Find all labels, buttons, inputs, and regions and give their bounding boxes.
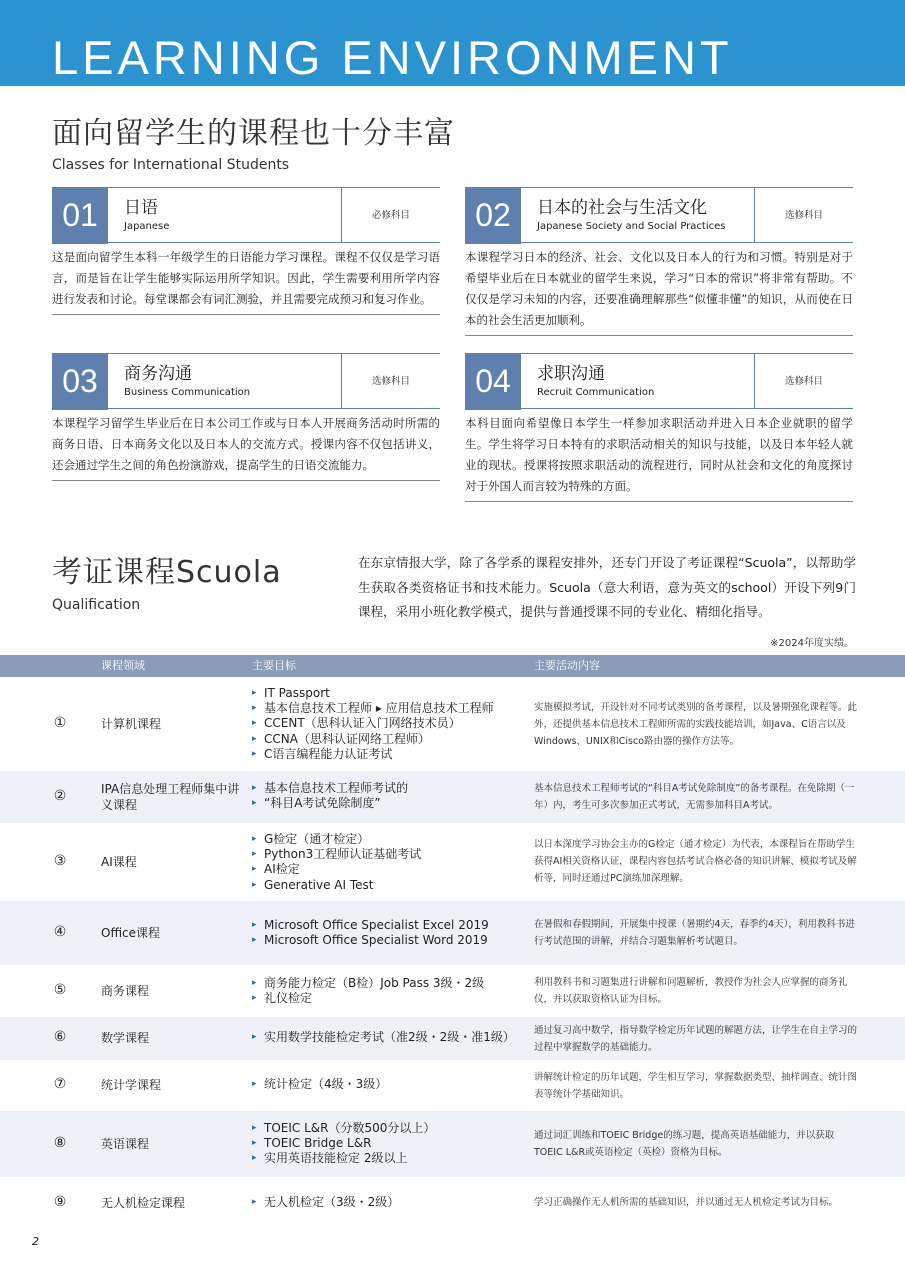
table-row	[0, 823, 905, 901]
table-row	[0, 1060, 905, 1111]
row-number: ①	[53, 715, 67, 731]
goal-item: ▸ Python3工程师认证基础考试	[252, 847, 522, 862]
table-header	[0, 655, 905, 677]
row-field: AI课程	[101, 855, 137, 869]
row-activity: 基本信息技术工程师考试的“科目A考试免除制度”的备考课程。在免除期（一年）内，考生可多次参加正式考试，无需参加科目A考试。	[534, 783, 855, 811]
goal-item: ▸ Microsoft Office Specialist Excel 2019	[252, 918, 522, 933]
row-field: 计算机课程	[101, 717, 162, 731]
header-goals: 主要目标	[252, 659, 296, 672]
goal-item: ▸ 礼仪检定	[252, 991, 522, 1006]
goal-item: ▸ C语言编程能力认证考试	[252, 747, 522, 762]
row-field: 无人机检定课程	[101, 1196, 186, 1210]
table-row	[0, 1111, 905, 1177]
course-name-en: Japanese	[124, 221, 170, 232]
row-number: ⑦	[53, 1076, 67, 1092]
table-row	[0, 677, 905, 771]
course-card-03	[52, 353, 440, 481]
section1-subtitle: Classes for International Students	[52, 157, 290, 173]
row-number: ④	[53, 924, 67, 940]
course-type-badge: 选修科目	[754, 188, 853, 243]
header-banner	[0, 0, 905, 86]
course-name: 日语	[124, 198, 158, 218]
course-name-en: Business Communication	[124, 387, 251, 398]
row-goals	[252, 1195, 522, 1210]
course-header	[52, 353, 440, 409]
footnote: ※2024年度实绩。	[770, 638, 854, 649]
row-number: ⑤	[53, 982, 67, 998]
row-field: 数学课程	[101, 1031, 150, 1045]
course-description: 本科目面向希望像日本学生一样参加求职活动并进入日本企业就职的留学生。学生将学习日本特有的求职活动相关的知识与技能，以及日本年轻人就业的现状。授课将按照求职活动的流程进行，同时从社会和文化的角度探讨对于外国人而言较为特殊的方面。	[465, 409, 853, 502]
course-header	[465, 353, 853, 409]
course-type-badge: 必修科目	[341, 188, 440, 243]
course-card-04	[465, 353, 853, 502]
goal-item: ▸ Microsoft Office Specialist Word 2019	[252, 933, 522, 948]
course-description: 本课程学习留学生毕业后在日本公司工作或与日本人开展商务活动时所需的商务日语、日本商务文化以及日本人的交流方式。授课内容不仅包括讲义，还会通过学生之间的角色扮演游戏，提高学生的日语交流能力。	[52, 409, 440, 481]
row-goals	[252, 1121, 522, 1167]
row-number: ⑨	[53, 1194, 67, 1210]
row-goals	[252, 1030, 522, 1045]
course-header	[52, 187, 440, 243]
row-number: ⑥	[53, 1029, 67, 1045]
section1-title: 面向留学生的课程也十分丰富	[52, 116, 455, 151]
row-activity: 通过词汇训练和TOEIC Bridge的练习题，提高英语基础能力，并以获取TOEIC L&R或英语检定（英检）资格为目标。	[534, 1130, 835, 1158]
goal-item: ▸ TOEIC L&R（分数500分以上）	[252, 1121, 522, 1136]
course-name: 日本的社会与生活文化	[537, 198, 707, 218]
goal-item: ▸ 实用英语技能检定 2级以上	[252, 1151, 522, 1166]
page-number: 2	[32, 1235, 39, 1248]
course-name-en: Japanese Society and Social Practices	[537, 221, 726, 232]
row-goals	[252, 1077, 522, 1092]
goal-item: ▸ CCNA（思科认证网络工程师）	[252, 732, 522, 747]
course-description: 本课程学习日本的经济、社会、文化以及日本人的行为和习惯。特别是对于希望毕业后在日本就业的留学生来说，学习“日本的常识”将非常有帮助。不仅仅是学习未知的内容，还要准确理解那些“似懂非懂”的知识，从而使在日本的社会生活更加顺利。	[465, 243, 853, 336]
row-goals	[252, 686, 522, 762]
row-number: ⑧	[53, 1135, 67, 1151]
goal-item: ▸ 实用数学技能检定考试（准2级・2级・准1级）	[252, 1030, 522, 1045]
goal-item: ▸ “科目A考试免除制度”	[252, 796, 522, 811]
goal-item: ▸ AI检定	[252, 862, 522, 877]
qualification-table	[0, 655, 905, 1229]
goal-item: ▸ CCENT（思科认证入门网络技术员）	[252, 716, 522, 731]
row-activity: 在暑假和春假期间，开展集中授课（暑期约4天，春季约4天），利用教科书进行考试范围的讲解，并结合习题集解析考试题目。	[534, 919, 855, 947]
course-header	[465, 187, 853, 243]
course-name: 商务沟通	[124, 364, 192, 384]
course-description: 这是面向留学生本科一年级学生的日语能力学习课程。课程不仅仅是学习语言，而是旨在让学生能够实际运用所学知识。因此，学生需要利用所学内容进行发表和讨论。每堂课都会有词汇测验，并且需要完成预习和复习作业。	[52, 243, 440, 315]
course-type-badge: 选修科目	[341, 354, 440, 409]
row-activity: 以日本深度学习协会主办的G检定（通才检定）为代表，本课程旨在帮助学生获得AI相关资格认证，课程内容包括考试合格必备的知识讲解、模拟考试及解析等，同时还通过PC演练加深理解。	[534, 839, 857, 884]
course-number: 02	[465, 187, 521, 244]
row-activity: 利用教科书和习题集进行讲解和问题解析，教授作为社会人应掌握的商务礼仪，并以获取资格认证为目标。	[534, 977, 848, 1005]
section2-subtitle: Qualification	[52, 597, 141, 613]
goal-item: ▸ 统计检定（4级・3级）	[252, 1077, 522, 1092]
row-goals	[252, 781, 522, 811]
header-activity: 主要活动内容	[534, 659, 600, 672]
course-name: 求职沟通	[537, 364, 605, 384]
goal-item: ▸ IT Passport	[252, 686, 522, 701]
row-activity: 讲解统计检定的历年试题，学生相互学习，掌握数据类型、抽样调查、统计图表等统计学基础知识。	[534, 1072, 858, 1100]
row-number: ③	[53, 853, 67, 869]
course-number: 01	[52, 187, 108, 244]
course-card-01	[52, 187, 440, 315]
table-row	[0, 771, 905, 823]
row-number: ②	[53, 788, 67, 804]
header-field: 课程领域	[101, 659, 145, 672]
course-card-02	[465, 187, 853, 336]
table-row	[0, 965, 905, 1017]
goal-item: ▸ Generative AI Test	[252, 878, 522, 893]
goal-item: ▸ G检定（通才检定）	[252, 832, 522, 847]
course-type-badge: 选修科目	[754, 354, 853, 409]
row-field: IPA信息处理工程师集中讲义课程	[101, 782, 240, 812]
course-number: 03	[52, 353, 108, 410]
course-number: 04	[465, 353, 521, 410]
goal-item: ▸ TOEIC Bridge L&R	[252, 1136, 522, 1151]
row-field: 英语课程	[101, 1137, 150, 1151]
row-field: 商务课程	[101, 984, 150, 998]
row-goals	[252, 918, 522, 948]
table-row	[0, 1017, 905, 1060]
section2-title: 考证课程Scuola	[52, 555, 282, 590]
goal-item: ▸ 无人机检定（3级・2级）	[252, 1195, 522, 1210]
row-goals	[252, 832, 522, 893]
goal-item: ▸ 基本信息技术工程师考试的	[252, 781, 522, 796]
row-goals	[252, 976, 522, 1006]
qualification-intro: 在东京情报大学，除了各学系的课程安排外，还专门开设了考证课程“Scuola”，以帮助学生获取各类资格证书和技术能力。Scuola（意大利语，意为英文的school）开设下列9门课程，采用小班化教学模式，提供与普通授课不同的专业化、精细化指导。	[358, 555, 856, 619]
goal-item: ▸ 基本信息技术工程师 ▸ 应用信息技术工程师	[252, 701, 522, 716]
table-row	[0, 901, 905, 965]
course-name-en: Recruit Communication	[537, 387, 655, 398]
row-activity: 实施模拟考试，开设针对不同考试类别的备考课程，以及暑期强化课程等。此外，还提供基本信息技术工程师所需的实践技能培训，如Java、C语言以及Windows、UNIX和Cisco路由器的操作方法等。	[534, 702, 858, 747]
banner-title: LEARNING ENVIRONMENT	[52, 31, 733, 84]
row-field: Office课程	[101, 926, 161, 940]
table-row	[0, 1177, 905, 1229]
row-activity: 通过复习高中数学，指导数学检定历年试题的解题方法，让学生在自主学习的过程中掌握数学的基础能力。	[534, 1025, 858, 1053]
row-field: 统计学课程	[101, 1078, 162, 1092]
row-activity: 学习正确操作无人机所需的基础知识，并以通过无人机检定考试为目标。	[534, 1197, 839, 1208]
goal-item: ▸ 商务能力检定（B检）Job Pass 3级・2级	[252, 976, 522, 991]
